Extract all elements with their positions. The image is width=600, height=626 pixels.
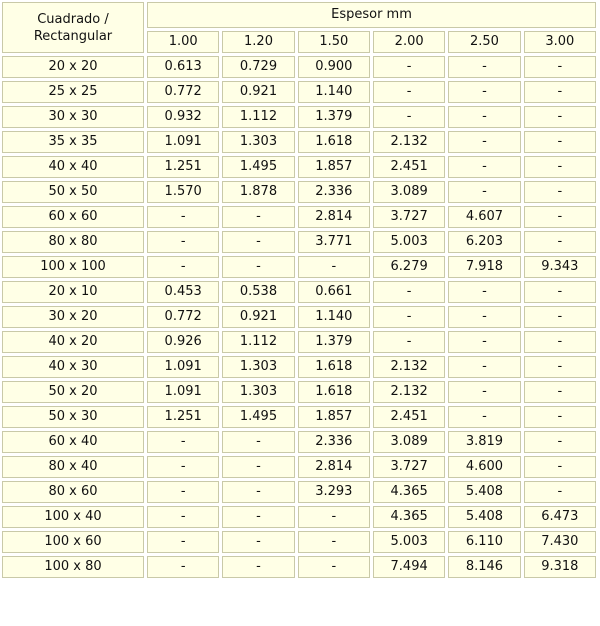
- shape-header-line1: Cuadrado /: [37, 11, 109, 27]
- thickness-header: 2.00: [373, 31, 445, 53]
- weight-cell: 1.618: [298, 131, 370, 153]
- weight-cell: 2.814: [298, 206, 370, 228]
- weight-cell: -: [524, 206, 596, 228]
- weight-cell: -: [222, 456, 294, 478]
- weight-cell: -: [524, 106, 596, 128]
- weight-cell: 0.729: [222, 56, 294, 78]
- weight-cell: 0.921: [222, 81, 294, 103]
- table-row: [2, 56, 596, 78]
- size-cell: 30 x 20: [2, 306, 144, 328]
- size-cell: 100 x 60: [2, 531, 144, 553]
- weight-cell: -: [222, 431, 294, 453]
- table-row: [2, 531, 596, 553]
- weight-cell: 1.091: [147, 131, 219, 153]
- weight-cell: 1.112: [222, 331, 294, 353]
- table-row: [2, 481, 596, 503]
- weight-cell: 1.379: [298, 106, 370, 128]
- weight-cell: 1.303: [222, 381, 294, 403]
- weight-cell: 9.343: [524, 256, 596, 278]
- weight-cell: -: [147, 231, 219, 253]
- size-cell: 25 x 25: [2, 81, 144, 103]
- weight-cell: -: [524, 356, 596, 378]
- size-cell: 20 x 20: [2, 56, 144, 78]
- thickness-header: 2.50: [448, 31, 520, 53]
- weight-cell: -: [448, 106, 520, 128]
- weight-cell: 6.473: [524, 506, 596, 528]
- weight-cell: 1.857: [298, 156, 370, 178]
- weight-cell: 3.089: [373, 431, 445, 453]
- weight-cell: 2.132: [373, 131, 445, 153]
- size-cell: 60 x 60: [2, 206, 144, 228]
- weight-cell: 6.203: [448, 231, 520, 253]
- table-row: [2, 106, 596, 128]
- table-row: [2, 356, 596, 378]
- table-row: [2, 456, 596, 478]
- weight-cell: -: [524, 406, 596, 428]
- table-row: [2, 306, 596, 328]
- weight-cell: 0.932: [147, 106, 219, 128]
- weight-cell: -: [448, 156, 520, 178]
- weight-cell: 1.140: [298, 81, 370, 103]
- weight-cell: -: [524, 481, 596, 503]
- weight-cell: -: [147, 556, 219, 578]
- weight-cell: 3.727: [373, 206, 445, 228]
- weight-cell: 2.336: [298, 181, 370, 203]
- header-row-group: [2, 2, 596, 28]
- weight-cell: 5.408: [448, 481, 520, 503]
- size-cell: 80 x 60: [2, 481, 144, 503]
- weight-cell: 5.003: [373, 231, 445, 253]
- weight-cell: 1.379: [298, 331, 370, 353]
- size-cell: 20 x 10: [2, 281, 144, 303]
- weight-cell: 2.814: [298, 456, 370, 478]
- weight-cell: -: [524, 156, 596, 178]
- weight-cell: -: [373, 81, 445, 103]
- table-row: [2, 181, 596, 203]
- weight-cell: -: [448, 331, 520, 353]
- weight-cell: -: [147, 481, 219, 503]
- weight-cell: -: [524, 456, 596, 478]
- weight-cell: -: [373, 306, 445, 328]
- weight-cell: 0.926: [147, 331, 219, 353]
- table-row: [2, 331, 596, 353]
- weight-cell: 7.430: [524, 531, 596, 553]
- size-cell: 80 x 80: [2, 231, 144, 253]
- weight-cell: 0.772: [147, 306, 219, 328]
- size-cell: 100 x 100: [2, 256, 144, 278]
- size-cell: 100 x 80: [2, 556, 144, 578]
- table-row: [2, 131, 596, 153]
- weight-cell: 8.146: [448, 556, 520, 578]
- weight-cell: -: [373, 331, 445, 353]
- weight-cell: 1.303: [222, 356, 294, 378]
- weight-cell: 0.538: [222, 281, 294, 303]
- weight-cell: -: [448, 406, 520, 428]
- weight-cell: -: [448, 81, 520, 103]
- weight-cell: -: [524, 231, 596, 253]
- table-row: [2, 206, 596, 228]
- weight-cell: -: [222, 506, 294, 528]
- weight-cell: -: [373, 281, 445, 303]
- weight-cell: -: [147, 531, 219, 553]
- weight-cell: -: [298, 256, 370, 278]
- weight-cell: 0.772: [147, 81, 219, 103]
- weight-cell: -: [448, 281, 520, 303]
- table-row: [2, 231, 596, 253]
- weight-cell: -: [222, 206, 294, 228]
- weight-cell: -: [147, 456, 219, 478]
- weight-cell: -: [298, 531, 370, 553]
- weight-cell: 2.336: [298, 431, 370, 453]
- weight-cell: -: [222, 231, 294, 253]
- weight-cell: -: [298, 556, 370, 578]
- weight-cell: 3.727: [373, 456, 445, 478]
- table-row: [2, 431, 596, 453]
- weight-cell: -: [448, 306, 520, 328]
- shape-header-line2: Rectangular: [33, 28, 113, 44]
- weight-cell: 7.918: [448, 256, 520, 278]
- weight-cell: 9.318: [524, 556, 596, 578]
- weight-cell: -: [222, 256, 294, 278]
- weight-cell: 3.771: [298, 231, 370, 253]
- weight-cell: 7.494: [373, 556, 445, 578]
- weight-cell: 4.607: [448, 206, 520, 228]
- weight-cell: 2.132: [373, 356, 445, 378]
- weight-cell: 0.613: [147, 56, 219, 78]
- weight-cell: 2.132: [373, 381, 445, 403]
- weight-cell: -: [524, 431, 596, 453]
- weight-cell: -: [524, 281, 596, 303]
- weight-cell: 4.365: [373, 506, 445, 528]
- size-cell: 40 x 20: [2, 331, 144, 353]
- weight-cell: -: [448, 356, 520, 378]
- weight-cell: 1.251: [147, 406, 219, 428]
- weight-cell: 2.451: [373, 156, 445, 178]
- weight-cell: 1.091: [147, 381, 219, 403]
- weight-cell: 0.921: [222, 306, 294, 328]
- table-row: [2, 381, 596, 403]
- weight-cell: 3.089: [373, 181, 445, 203]
- weight-cell: -: [147, 206, 219, 228]
- size-cell: 40 x 30: [2, 356, 144, 378]
- size-cell: 100 x 40: [2, 506, 144, 528]
- weight-cell: -: [524, 331, 596, 353]
- weight-cell: -: [147, 506, 219, 528]
- weight-cell: 6.110: [448, 531, 520, 553]
- size-cell: 80 x 40: [2, 456, 144, 478]
- weight-cell: 1.618: [298, 356, 370, 378]
- size-cell: 50 x 50: [2, 181, 144, 203]
- weight-cell: -: [448, 181, 520, 203]
- weight-cell: 6.279: [373, 256, 445, 278]
- size-cell: 40 x 40: [2, 156, 144, 178]
- weight-cell: -: [448, 381, 520, 403]
- weight-cell: -: [147, 431, 219, 453]
- thickness-group-header: Espesor mm: [147, 2, 596, 28]
- weight-cell: 1.618: [298, 381, 370, 403]
- weight-cell: -: [222, 481, 294, 503]
- size-cell: 60 x 40: [2, 431, 144, 453]
- weight-cell: 0.453: [147, 281, 219, 303]
- weight-cell: 1.495: [222, 156, 294, 178]
- table-row: [2, 281, 596, 303]
- weight-cell: 1.570: [147, 181, 219, 203]
- weight-cell: -: [373, 106, 445, 128]
- table-row: [2, 556, 596, 578]
- weight-cell: -: [448, 56, 520, 78]
- weight-cell: 1.251: [147, 156, 219, 178]
- thickness-header: 1.50: [298, 31, 370, 53]
- weight-cell: -: [524, 381, 596, 403]
- weight-cell: -: [524, 306, 596, 328]
- table-row: [2, 256, 596, 278]
- weight-cell: -: [524, 56, 596, 78]
- weight-cell: 3.819: [448, 431, 520, 453]
- weight-cell: -: [524, 181, 596, 203]
- weight-cell: 1.140: [298, 306, 370, 328]
- weight-cell: 1.303: [222, 131, 294, 153]
- weight-cell: -: [298, 506, 370, 528]
- weight-cell: -: [524, 131, 596, 153]
- weight-cell: 2.451: [373, 406, 445, 428]
- weight-cell: 0.900: [298, 56, 370, 78]
- weight-cell: 1.857: [298, 406, 370, 428]
- weight-cell: 5.003: [373, 531, 445, 553]
- shape-column-header: [2, 2, 144, 53]
- weight-cell: 5.408: [448, 506, 520, 528]
- table-body: [2, 56, 596, 578]
- size-cell: 50 x 30: [2, 406, 144, 428]
- weight-cell: 1.878: [222, 181, 294, 203]
- weight-cell: 0.661: [298, 281, 370, 303]
- size-cell: 30 x 30: [2, 106, 144, 128]
- weight-cell: 1.495: [222, 406, 294, 428]
- weight-cell: 4.365: [373, 481, 445, 503]
- weight-cell: -: [448, 131, 520, 153]
- weight-cell: 4.600: [448, 456, 520, 478]
- weight-cell: 3.293: [298, 481, 370, 503]
- weight-cell: -: [147, 256, 219, 278]
- size-cell: 50 x 20: [2, 381, 144, 403]
- table-row: [2, 156, 596, 178]
- weight-cell: 1.112: [222, 106, 294, 128]
- weight-cell: -: [222, 556, 294, 578]
- thickness-header: 1.00: [147, 31, 219, 53]
- table-row: [2, 506, 596, 528]
- thickness-header: 3.00: [524, 31, 596, 53]
- weight-cell: 1.091: [147, 356, 219, 378]
- weight-cell: -: [373, 56, 445, 78]
- table-row: [2, 406, 596, 428]
- size-cell: 35 x 35: [2, 131, 144, 153]
- thickness-header: 1.20: [222, 31, 294, 53]
- table-row: [2, 81, 596, 103]
- weight-cell: -: [524, 81, 596, 103]
- weight-cell: -: [222, 531, 294, 553]
